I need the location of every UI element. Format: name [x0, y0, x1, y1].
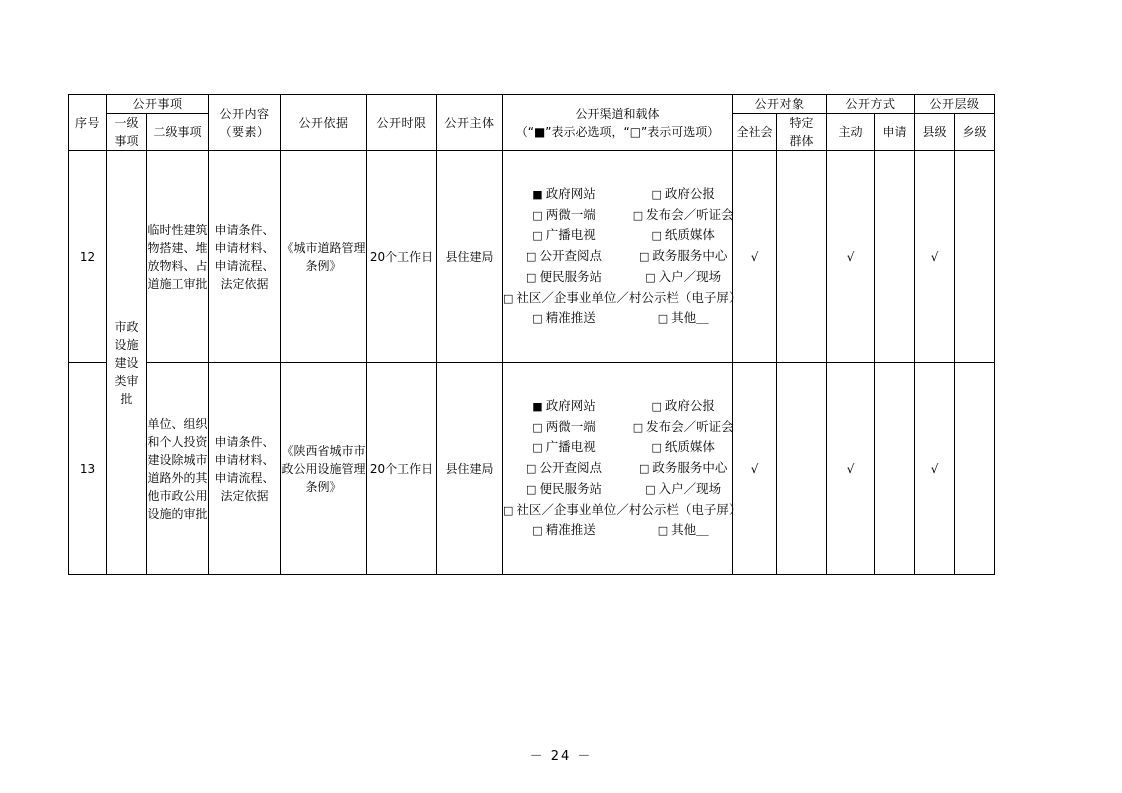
row-level1-group	[107, 151, 147, 575]
table-header	[69, 95, 995, 151]
row-content: 申请条件、申请材料、申请流程、法定依据	[209, 363, 281, 575]
header-subject: 公开主体	[437, 95, 503, 151]
channel-option[interactable]: □ 广播电视	[503, 226, 625, 245]
channel-option[interactable]: □ 便民服务站	[503, 480, 625, 499]
header-object-group-line2: 群体	[789, 134, 814, 148]
header-object-all: 全社会	[733, 114, 777, 151]
channel-option[interactable]: □ 精准推送	[503, 521, 625, 540]
channel-option[interactable]: □ 入户／现场	[625, 480, 741, 499]
row-level-town	[955, 151, 995, 363]
header-level-county: 县级	[915, 114, 955, 151]
row-object-group	[777, 363, 827, 575]
channel-option[interactable]: □ 广播电视	[503, 438, 625, 457]
channel-list	[503, 397, 742, 540]
channel-option[interactable]: □ 公开查阅点	[503, 459, 625, 478]
row-channels	[503, 151, 742, 363]
header-level1	[107, 114, 147, 151]
row-subject: 县住建局	[437, 151, 503, 363]
channel-option[interactable]: □ 政务服务中心	[625, 459, 741, 478]
row-time-limit: 20个工作日	[367, 151, 437, 363]
header-level: 公开层级	[915, 95, 995, 114]
row-level1-label: 市政设施建设类审批	[114, 319, 139, 406]
channel-option[interactable]: □ 社区／企事业单位／村公示栏（电子屏）	[503, 289, 741, 308]
table-row	[69, 363, 995, 575]
row-level-county: √	[915, 151, 955, 363]
table-body	[69, 151, 995, 575]
header-time-limit: 公开时限	[367, 95, 437, 151]
row-time-limit: 20个工作日	[367, 363, 437, 575]
row-level-county: √	[915, 363, 955, 575]
page-number: － 24 －	[529, 749, 593, 764]
row-channels	[503, 363, 742, 575]
channel-option[interactable]: □ 纸质媒体	[625, 226, 741, 245]
header-content-line1: 公开内容	[219, 106, 270, 121]
row-object-all: √	[733, 151, 777, 363]
row-mode-active: √	[827, 363, 875, 575]
header-level1-line2: 事项	[114, 134, 139, 148]
row-mode-apply	[875, 363, 915, 575]
header-object: 公开对象	[733, 95, 827, 114]
header-content	[209, 95, 281, 151]
disclosure-table	[68, 94, 995, 575]
header-object-group	[777, 114, 827, 151]
header-mode: 公开方式	[827, 95, 915, 114]
channel-option[interactable]: □ 其他＿	[625, 521, 741, 540]
row-basis: 《陕西省城市市政公用设施管理条例》	[281, 363, 367, 575]
table-row	[69, 151, 995, 363]
channel-option[interactable]: □ 政务服务中心	[625, 247, 741, 266]
row-object-group	[777, 151, 827, 363]
header-level2: 二级事项	[147, 114, 209, 151]
channel-option[interactable]: □ 发布会／听证会	[625, 206, 741, 225]
channel-option[interactable]: □ 发布会／听证会	[625, 418, 741, 437]
row-level2: 单位、组织和个人投资建设除城市道路外的其他市政公用设施的审批	[147, 363, 209, 575]
channel-option[interactable]: ■ 政府网站	[503, 397, 625, 416]
channel-option[interactable]: □ 精准推送	[503, 309, 625, 328]
channel-option[interactable]: □ 入户／现场	[625, 268, 741, 287]
row-level2: 临时性建筑物搭建、堆放物料、占道施工审批	[147, 151, 209, 363]
channel-option[interactable]: □ 政府公报	[625, 397, 741, 416]
header-seq: 序号	[69, 95, 107, 151]
header-level1-line1: 一级	[114, 116, 139, 130]
row-seq: 12	[69, 151, 107, 363]
channel-option[interactable]: □ 两微一端	[503, 418, 625, 437]
row-mode-active: √	[827, 151, 875, 363]
row-object-all: √	[733, 363, 777, 575]
header-content-line2: （要素）	[219, 124, 270, 139]
header-open-matter: 公开事项	[107, 95, 209, 114]
row-subject: 县住建局	[437, 363, 503, 575]
header-object-group-line1: 特定	[789, 116, 814, 130]
channel-option[interactable]: □ 两微一端	[503, 206, 625, 225]
row-basis: 《城市道路管理条例》	[281, 151, 367, 363]
header-mode-apply: 申请	[875, 114, 915, 151]
header-channel-line2: （“■”表示必选项，“□”表示可选项）	[515, 124, 720, 139]
row-level-town	[955, 363, 995, 575]
header-mode-active: 主动	[827, 114, 875, 151]
header-basis: 公开依据	[281, 95, 367, 151]
channel-option[interactable]: □ 便民服务站	[503, 268, 625, 287]
channel-option[interactable]: □ 社区／企事业单位／村公示栏（电子屏）	[503, 501, 741, 520]
channel-option[interactable]: □ 政府公报	[625, 185, 741, 204]
row-seq: 13	[69, 363, 107, 575]
channel-list	[503, 185, 742, 328]
header-channel-line1: 公开渠道和载体	[575, 106, 660, 121]
row-content: 申请条件、申请材料、申请流程、法定依据	[209, 151, 281, 363]
channel-option[interactable]: □ 纸质媒体	[625, 438, 741, 457]
header-channel	[503, 95, 733, 151]
channel-option[interactable]: □ 其他＿	[625, 309, 741, 328]
row-mode-apply	[875, 151, 915, 363]
channel-option[interactable]: □ 公开查阅点	[503, 247, 625, 266]
channel-option[interactable]: ■ 政府网站	[503, 185, 625, 204]
header-level-town: 乡级	[955, 114, 995, 151]
